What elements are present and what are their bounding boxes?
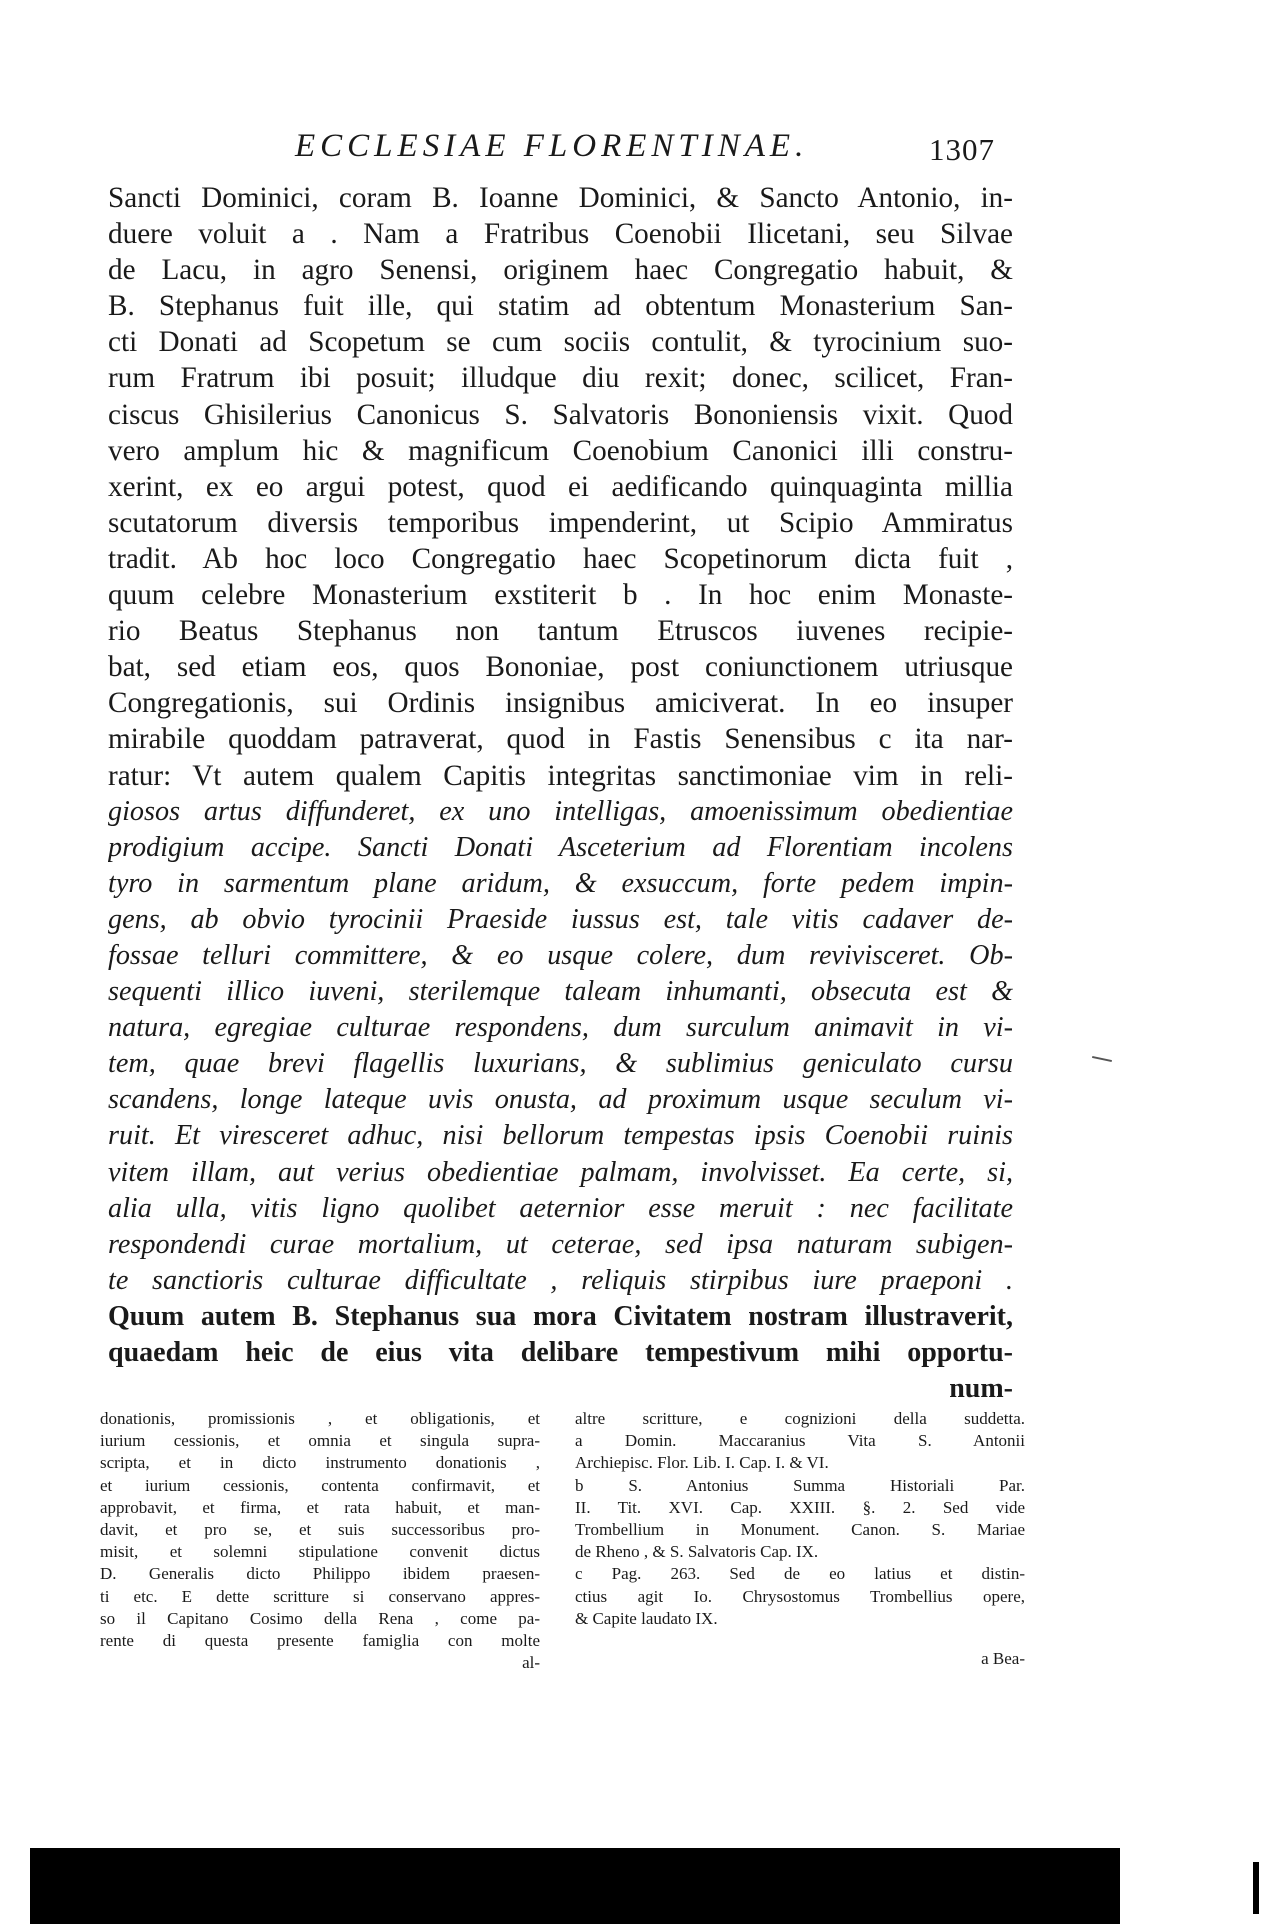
footnote-line: II. Tit. XVI. Cap. XXIII. §. 2. Sed vide bbox=[575, 1497, 1025, 1517]
quoted-line: respondendi curae mortalium, ut ceterae, sed ipsa naturam subigen- bbox=[108, 1228, 1013, 1260]
footnote-line: iurium cessionis, et omnia et singula supra- bbox=[100, 1431, 540, 1451]
text-line: rum Fratrum ibi posuit; illudque diu rexit; donec, scilicet, Fran- bbox=[108, 362, 1013, 395]
footnote-line: rente di questa presente famiglia con molte bbox=[100, 1630, 540, 1650]
footnote-catchword: a Bea- bbox=[981, 1648, 1025, 1668]
footnote-c: c Pag. 263. Sed de eo latius et distin- bbox=[575, 1564, 1025, 1584]
footnote-catchword: al- bbox=[522, 1653, 540, 1673]
footnote-a: a Domin. Maccaranius Vita S. Antonii bbox=[575, 1431, 1025, 1451]
text-line: cti Donati ad Scopetum se cum sociis contulit, & tyrocinium suo- bbox=[108, 326, 1013, 359]
scan-border-bar bbox=[30, 1848, 1120, 1924]
footnotes-left-column bbox=[100, 1408, 540, 1674]
footnote-line: altre scritture, e cognizioni della suddetta. bbox=[575, 1409, 1025, 1428]
footnote-line: de Rheno , & S. Salvatoris Cap. IX. bbox=[575, 1542, 819, 1562]
text-line: quum celebre Monasterium exstiterit b . In hoc enim Monaste- bbox=[108, 579, 1013, 612]
running-title: ECCLESIAE FLORENTINAE. bbox=[295, 128, 809, 164]
footnote-line: approbavit, et firma, et rata habuit, et man- bbox=[100, 1497, 540, 1517]
catchword: num- bbox=[949, 1373, 1013, 1405]
footnotes-right-column bbox=[575, 1408, 1025, 1670]
text-line: de Lacu, in agro Senensi, originem haec Congregatio habuit, & bbox=[108, 254, 1013, 287]
text-line: bat, sed etiam eos, quos Bononiae, post coniunctionem utriusque bbox=[108, 651, 1013, 684]
text-line: tradit. Ab hoc loco Congregatio haec Scopetinorum dicta fuit , bbox=[108, 542, 1013, 575]
quoted-line: gens, ab obvio tyrocinii Praeside iussus est, tale vitis cadaver de- bbox=[108, 903, 1013, 935]
quoted-line: prodigium accipe. Sancti Donati Asceterium ad Florentiam incolens bbox=[108, 831, 1013, 863]
footnote-line: donationis, promissionis , et obligationis, et bbox=[100, 1409, 540, 1428]
footnote-line: scripta, et in dicto instrumento donationis , bbox=[100, 1453, 540, 1473]
scan-edge-mark bbox=[1253, 1862, 1259, 1914]
main-text-block bbox=[108, 180, 1013, 1407]
quoted-line: tem, quae brevi flagellis luxurians, & sublimius geniculato cursu bbox=[108, 1048, 1013, 1080]
text-line: Congregationis, sui Ordinis insignibus amiciverat. In eo insuper bbox=[108, 687, 1013, 720]
text-line: B. Stephanus fuit ille, qui statim ad obtentum Monasterium San- bbox=[108, 290, 1013, 323]
text-line: duere voluit a . Nam a Fratribus Coenobii Ilicetani, seu Silvae bbox=[108, 218, 1013, 251]
text-line: rio Beatus Stephanus non tantum Etruscos iuvenes recipie- bbox=[108, 615, 1013, 648]
text-line: ciscus Ghisilerius Canonicus S. Salvatoris Bononiensis vixit. Quod bbox=[108, 398, 1013, 431]
quoted-line: sequenti illico iuveni, sterilemque taleam inhumanti, obsecuta est & bbox=[108, 976, 1013, 1008]
text-line: mirabile quoddam patraverat, quod in Fastis Senensibus c ita nar- bbox=[108, 723, 1013, 756]
footnote-line: ti etc. E dette scritture si conservano appres- bbox=[100, 1586, 540, 1606]
footnote-line: et iurium cessionis, contenta confirmavit, et bbox=[100, 1475, 540, 1495]
text-line: Quum autem B. Stephanus sua mora Civitatem nostram illustraverit, bbox=[108, 1300, 1013, 1332]
footnote-line: ctius agit Io. Chrysostomus Trombellius opere, bbox=[575, 1586, 1025, 1606]
footnote-b: b S. Antonius Summa Historiali Par. bbox=[575, 1475, 1025, 1495]
quoted-line: natura, egregiae culturae respondens, dum surculum animavit in vi- bbox=[108, 1012, 1013, 1044]
quoted-line: ruit. Et viresceret adhuc, nisi bellorum tempestas ipsis Coenobii ruinis bbox=[108, 1120, 1013, 1152]
footnote-line: Archiepisc. Flor. Lib. I. Cap. I. & VI. bbox=[575, 1453, 829, 1473]
footnote-line: so il Capitano Cosimo della Rena , come pa- bbox=[100, 1608, 540, 1628]
text-line: quaedam heic de eius vita delibare tempestivum mihi opportu- bbox=[108, 1337, 1013, 1368]
text-line: Sancti Dominici, coram B. Ioanne Dominici, & Sancto Antonio, in- bbox=[108, 182, 1013, 214]
footnote-line: & Capite laudato IX. bbox=[575, 1608, 718, 1628]
page-number: 1307 bbox=[929, 132, 995, 167]
text-line: scutatorum diversis temporibus impenderint, ut Scipio Ammiratus bbox=[108, 506, 1013, 539]
footnote-line: Trombellium in Monument. Canon. S. Mariae bbox=[575, 1519, 1025, 1539]
quoted-line: te sanctioris culturae difficultate , reliquis stirpibus iure praeponi . bbox=[108, 1264, 1013, 1296]
page-header bbox=[295, 128, 995, 168]
text-line: xerint, ex eo argui potest, quod ei aedificando quinquaginta millia bbox=[108, 470, 1013, 503]
quoted-line: tyro in sarmentum plane aridum, & exsuccum, forte pedem impin- bbox=[108, 867, 1013, 899]
footnote-line: misit, et solemni stipulatione convenit dictus bbox=[100, 1542, 540, 1562]
quoted-line: giosos artus diffunderet, ex uno intelligas, amoenissimum obedientiae bbox=[108, 795, 1013, 827]
footnote-line: davit, et pro se, et suis successoribus pro- bbox=[100, 1519, 540, 1539]
text-line: ratur: Vt autem qualem Capitis integritas sanctimoniae vim in reli- bbox=[108, 759, 1013, 792]
footnote-line: D. Generalis dicto Philippo ibidem praesen- bbox=[100, 1564, 540, 1584]
margin-mark bbox=[1092, 1056, 1112, 1062]
quoted-line: fossae telluri committere, & eo usque colere, dum revivisceret. Ob- bbox=[108, 939, 1013, 971]
quoted-line: alia ulla, vitis ligno quolibet aeternior esse meruit : nec facilitate bbox=[108, 1192, 1013, 1224]
quoted-line: scandens, longe lateque uvis onusta, ad proximum usque seculum vi- bbox=[108, 1084, 1013, 1116]
quoted-line: vitem illam, aut verius obedientiae palmam, involvisset. Ea certe, si, bbox=[108, 1156, 1013, 1188]
text-line: vero amplum hic & magnificum Coenobium Canonici illi constru- bbox=[108, 434, 1013, 467]
